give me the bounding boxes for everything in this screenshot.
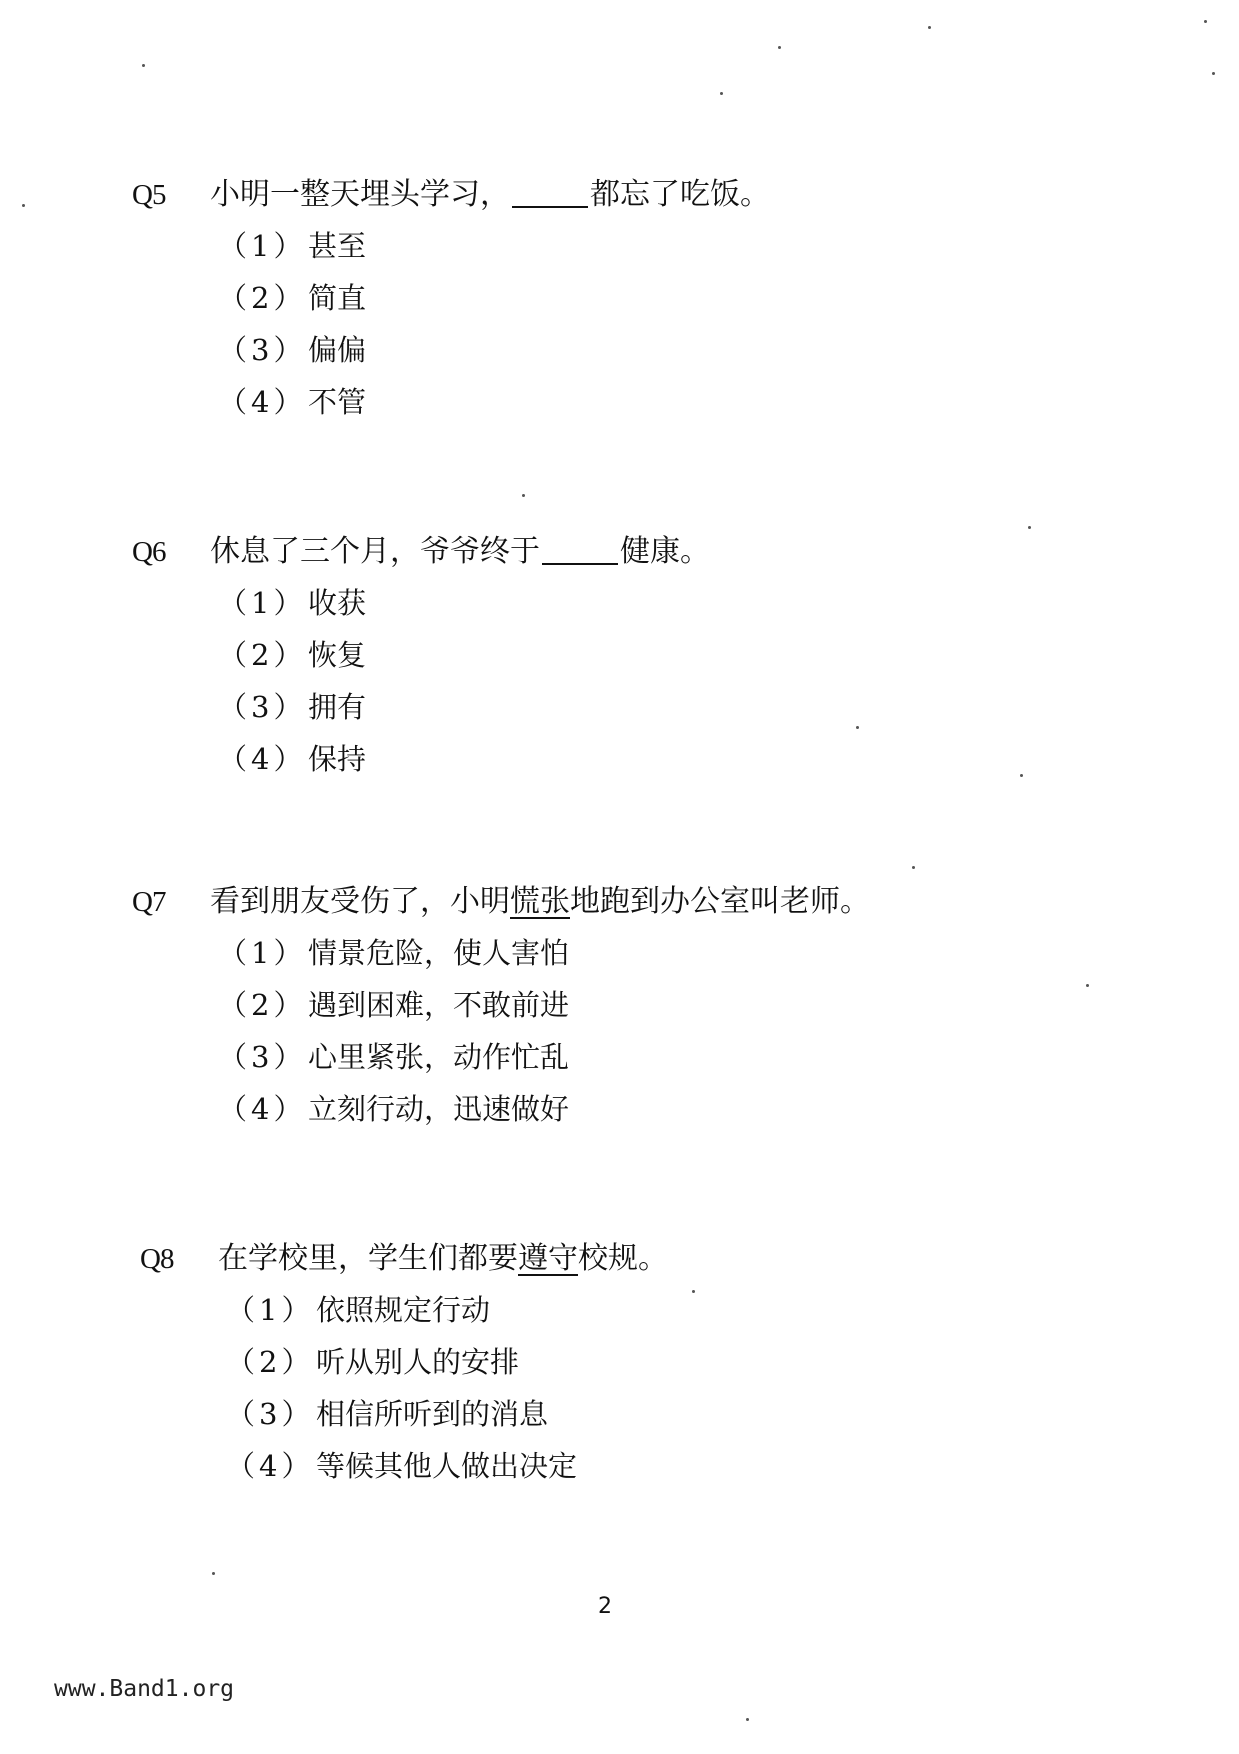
option-label: （4） <box>218 742 307 776</box>
option-text: 立刻行动，迅速做好 <box>308 1092 570 1126</box>
option-text: 心里紧张，动作忙乱 <box>308 1040 570 1074</box>
question-number: Q7 <box>132 886 166 918</box>
question-text: 在学校里，学生们都要遵守校规。 <box>218 1241 668 1276</box>
option-label: （4） <box>218 385 307 419</box>
option-label: （4） <box>218 1092 307 1126</box>
option-label: （2） <box>218 638 307 672</box>
question-text: 看到朋友受伤了，小明慌张地跑到办公室叫老师。 <box>210 884 870 919</box>
scan-speck <box>1212 72 1215 75</box>
option-text: 等候其他人做出决定 <box>316 1449 578 1483</box>
option-text: 恢复 <box>308 638 367 672</box>
scan-speck <box>22 204 25 207</box>
option-label: （3） <box>226 1397 315 1431</box>
option-text: 不管 <box>308 385 367 419</box>
option-text: 情景危险，使人害怕 <box>308 936 570 970</box>
scan-speck <box>856 726 859 729</box>
option-label: （2） <box>218 988 307 1022</box>
scan-speck <box>928 26 931 29</box>
answer-blank <box>512 176 588 208</box>
scan-speck <box>522 494 525 497</box>
underlined-word: 遵守 <box>518 1241 578 1276</box>
option-text: 收获 <box>308 586 367 620</box>
scan-speck <box>692 1290 695 1293</box>
question-text: 休息了三个月，爷爷终于 健康。 <box>210 534 710 569</box>
question-text: 小明一整天埋头学习， 都忘了吃饭。 <box>210 177 770 212</box>
option-label: （3） <box>218 690 307 724</box>
option-label: （2） <box>218 281 307 315</box>
scan-speck <box>778 46 781 49</box>
scan-speck <box>1028 526 1031 529</box>
option-text: 依照规定行动 <box>316 1293 491 1327</box>
scan-speck <box>1204 20 1207 23</box>
answer-blank <box>542 533 618 565</box>
scan-speck <box>212 1572 215 1575</box>
option-text: 偏偏 <box>308 333 367 367</box>
question-number: Q6 <box>132 536 166 568</box>
footer-url: www.Band1.org <box>54 1676 235 1702</box>
option-label: （3） <box>218 333 307 367</box>
option-text: 甚至 <box>308 229 367 263</box>
option-text: 听从别人的安排 <box>316 1345 520 1379</box>
scan-speck <box>1020 774 1023 777</box>
underlined-word: 慌张 <box>510 884 570 919</box>
option-text: 相信所听到的消息 <box>316 1397 549 1431</box>
scan-speck <box>912 866 915 869</box>
question-number: Q5 <box>132 179 166 211</box>
option-label: （2） <box>226 1345 315 1379</box>
scan-speck <box>1086 984 1089 987</box>
scan-speck <box>720 92 723 95</box>
option-label: （1） <box>218 229 307 263</box>
scan-speck <box>746 1718 749 1721</box>
question-number: Q8 <box>140 1243 174 1275</box>
option-text: 简直 <box>308 281 367 315</box>
option-text: 拥有 <box>308 690 367 724</box>
option-label: （4） <box>226 1449 315 1483</box>
option-label: （1） <box>218 936 307 970</box>
option-text: 遇到困难，不敢前进 <box>308 988 570 1022</box>
option-label: （1） <box>226 1293 315 1327</box>
option-label: （1） <box>218 586 307 620</box>
page-number: 2 <box>598 1594 612 1619</box>
scan-speck <box>142 64 145 67</box>
option-label: （3） <box>218 1040 307 1074</box>
option-text: 保持 <box>308 742 367 776</box>
